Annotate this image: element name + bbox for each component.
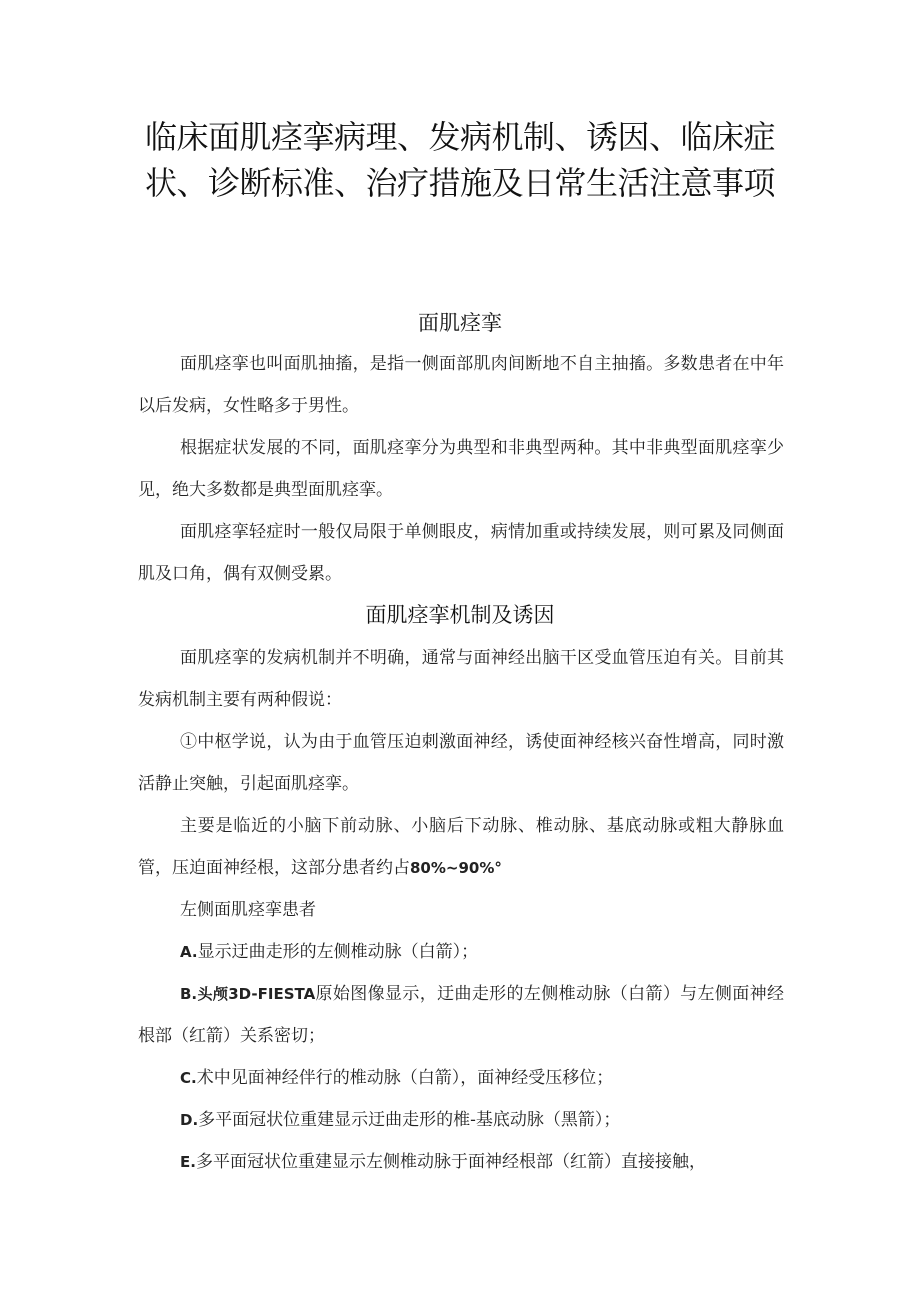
paragraph-definition: 面肌痉挛也叫面肌抽搐，是指一侧面部肌肉间断地不自主抽搐。多数患者在中年以后发病，女性略多于男性。 [138, 354, 784, 416]
figure-item-body: 显示迂曲走形的左侧椎动脉（白箭）； [197, 942, 479, 962]
figure-item-label: C. [180, 1069, 197, 1087]
figure-item-label: E. [180, 1153, 196, 1171]
document-title: 临床面肌痉挛病理、发病机制、诱因、临床症状、诊断标准、治疗措施及日常生活注意事项 [144, 118, 775, 202]
paragraph-symptom-progression: 面肌痉挛轻症时一般仅局限于单侧眼皮，病情加重或持续发展，则可累及同侧面肌及口角，偶有双侧受累。 [138, 522, 784, 584]
figure-item-body: 术中见面神经伴行的椎动脉（白箭），面神经受压移位； [196, 1068, 614, 1088]
percentage-value: 80%~90%° [410, 859, 502, 877]
figure-caption: 左侧面肌痉挛患者 [180, 900, 316, 920]
section-heading-hemifacial-spasm: 面肌痉挛 [418, 311, 502, 335]
figure-item-e [138, 1141, 784, 1183]
figure-item-body: 多平面冠状位重建显示左侧椎动脉于面神经根部（红箭）直接接触， [195, 1152, 706, 1172]
figure-item-label: A. [180, 943, 198, 961]
figure-item-label: B. [180, 985, 198, 1003]
figure-item-b [138, 973, 784, 1057]
paragraph-vessel-compression [138, 805, 784, 889]
vessel-compression-text: 主要是临近的小脑下前动脉、小脑后下动脉、椎动脉、基底动脉或粗大静脉血管，压迫面神经根，这部分患者约占 [138, 816, 784, 878]
paragraph-central-hypothesis: ①中枢学说，认为由于血管压迫刺激面神经，诱使面神经核兴奋性增高，同时激活静止突触，引起面肌痉挛。 [138, 732, 784, 794]
figure-item-c [138, 1057, 784, 1099]
figure-item-label: D. [180, 1111, 199, 1129]
figure-item-bold: 头颅3D-FIESTA [197, 985, 316, 1003]
figure-item-d [138, 1099, 784, 1141]
figure-item-body: 原始图像显示，迂曲走形的左侧椎动脉（白箭）与左侧面神经根部（红箭）关系密切； [138, 984, 785, 1046]
figure-item-a [138, 931, 784, 973]
paragraph-mechanism-intro: 面肌痉挛的发病机制并不明确，通常与面神经出脑干区受血管压迫有关。目前其发病机制主要有两种假说： [138, 648, 784, 710]
section-heading-mechanism: 面肌痉挛机制及诱因 [365, 603, 555, 627]
figure-item-body: 多平面冠状位重建显示迂曲走形的椎-基底动脉（黑箭）； [198, 1110, 621, 1130]
paragraph-classification: 根据症状发展的不同，面肌痉挛分为典型和非典型两种。其中非典型面肌痉挛少见，绝大多数都是典型面肌痉挛。 [138, 438, 784, 500]
